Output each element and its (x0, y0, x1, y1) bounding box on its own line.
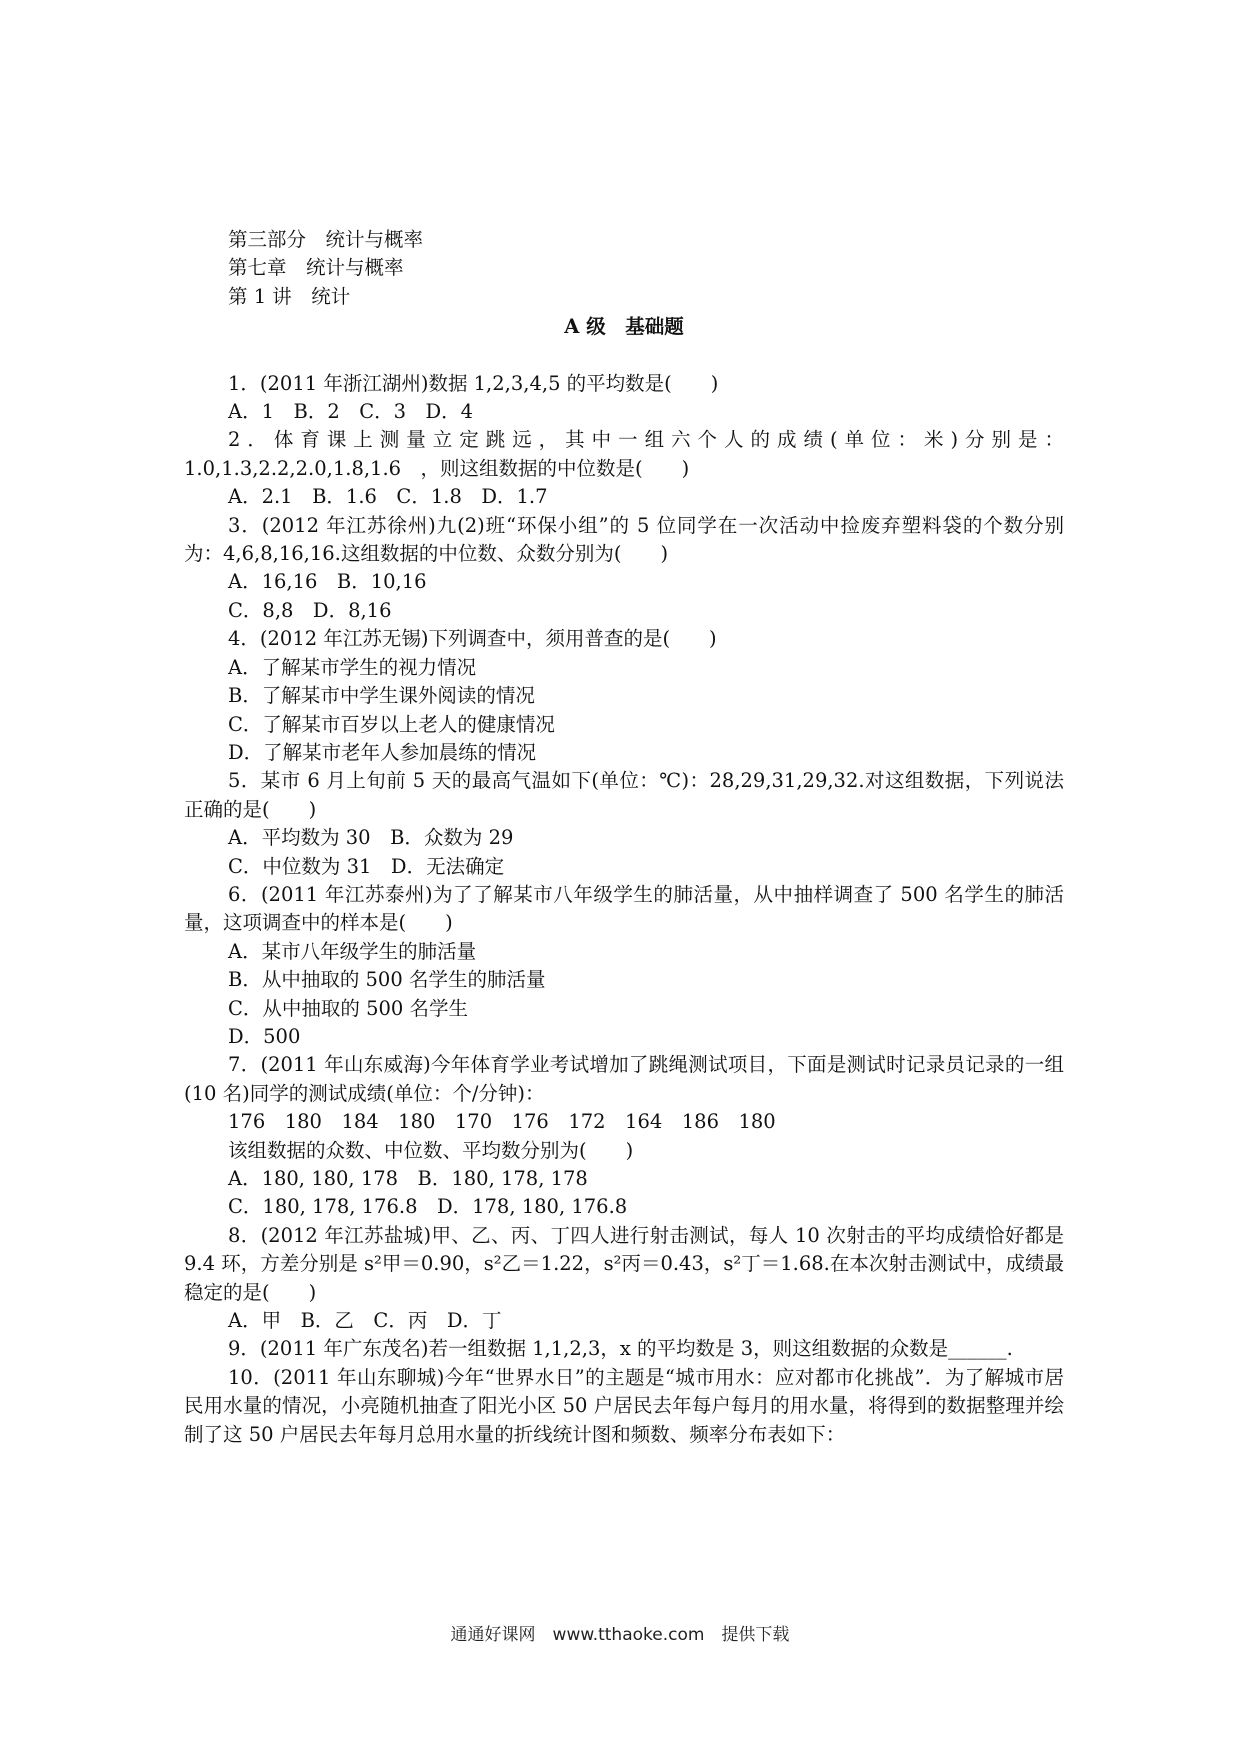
level-heading: A 级 基础题 (564, 315, 684, 339)
question-3: 3．(2012 年江苏徐州)九(2)班“环保小组”的 5 位同学在一次活动中捡废弃塑料袋的个数分别为：4,6,8,16,16.这组数据的中位数、众数分别为( ) (184, 513, 1064, 566)
question-2: 2．体育课上测量立定跳远，其中一组六个人的成绩(单位：米)分别是：1.0,1.3,2.2,2.0,1.8,1.6 ，则这组数据的中位数是( ) (184, 428, 1064, 480)
question-6: 6．(2011 年江苏泰州)为了了解某市八年级学生的肺活量，从中抽样调查了 500 名学生的肺活量，这项调查中的样本是( ) (184, 882, 1064, 935)
question-2-options: A．2.1 B．1.6 C．1.8 D．1.7 (228, 485, 548, 509)
question-4-option-c: C．了解某市百岁以上老人的健康情况 (228, 712, 555, 736)
question-6-option-a: A．某市八年级学生的肺活量 (228, 939, 477, 963)
question-1-options: A．1 B．2 C．3 D．4 (228, 400, 474, 424)
question-6-option-c: C．从中抽取的 500 名学生 (228, 996, 469, 1020)
question-5-options-cd: C．中位数为 31 D．无法确定 (228, 854, 505, 878)
question-5: 5．某市 6 月上旬前 5 天的最高气温如下(单位：℃)：28,29,31,29,32.对这组数据，下列说法正确的是( ) (184, 769, 1064, 821)
question-1: 1．(2011 年浙江湖州)数据 1,2,3,4,5 的平均数是( ) (228, 371, 719, 395)
question-3-options-ab: A．16,16 B．10,16 (228, 570, 427, 594)
chapter-heading: 第七章 统计与概率 (228, 256, 404, 280)
question-7: 7．(2011 年山东威海)今年体育学业考试增加了跳绳测试项目，下面是测试时记录员记录的一组(10 名)同学的测试成绩(单位：个/分钟)： (184, 1053, 1064, 1105)
question-7-data-row: 176 180 184 180 170 176 172 164 186 180 (228, 1110, 776, 1134)
question-10: 10．(2011 年山东聊城)今年“世界水日”的主题是“城市用水：应对都市化挑战”．为了解城市居民用水量的情况，小亮随机抽查了阳光小区 50 户居民去年每户每月的用水量，将得到的数据整理并绘制了这 50 户居民去年每月总用水量的折线统计图和频数、频率分布表如下： (184, 1365, 1064, 1446)
question-6-option-b: B．从中抽取的 500 名学生的肺活量 (228, 968, 546, 992)
spacer (184, 342, 1064, 370)
question-7-options-cd: C．180, 178, 176.8 D．178, 180, 176.8 (228, 1195, 628, 1219)
question-8-options: A．甲 B．乙 C．丙 D．丁 (228, 1309, 502, 1333)
question-3-options-cd: C．8,8 D．8,16 (228, 598, 392, 622)
question-7-options-ab: A．180, 180, 178 B．180, 178, 178 (228, 1167, 588, 1190)
question-4-option-b: B．了解某市中学生课外阅读的情况 (228, 684, 535, 708)
question-5-options-ab: A．平均数为 30 B．众数为 29 (228, 826, 514, 850)
question-6-option-d: D．500 (228, 1024, 301, 1048)
question-4-option-a: A．了解某市学生的视力情况 (228, 655, 477, 679)
page-footer: 通通好课网 www.tthaoke.com 提供下载 (450, 1625, 790, 1645)
question-9: 9．(2011 年广东茂名)若一组数据 1,1,2,3，x 的平均数是 3，则这组数据的众数是______. (228, 1337, 1013, 1361)
question-4: 4．(2012 年江苏无锡)下列调查中，须用普查的是( ) (228, 627, 717, 651)
question-7-prompt: 该组数据的众数、中位数、平均数分别为( ) (228, 1138, 634, 1162)
document-content (184, 226, 1064, 1449)
part-heading: 第三部分 统计与概率 (228, 228, 424, 251)
question-4-option-d: D．了解某市老年人参加晨练的情况 (228, 740, 537, 764)
question-8: 8．(2012 年江苏盐城)甲、乙、丙、丁四人进行射击测试，每人 10 次射击的平均成绩恰好都是 9.4 环，方差分别是 s²甲＝0.90，s²乙＝1.22，s²丙＝0.43，s²丁＝1.68.在本次射击测试中，成绩最稳定的是( ) (184, 1223, 1064, 1304)
lesson-heading: 第 1 讲 统计 (228, 284, 351, 308)
